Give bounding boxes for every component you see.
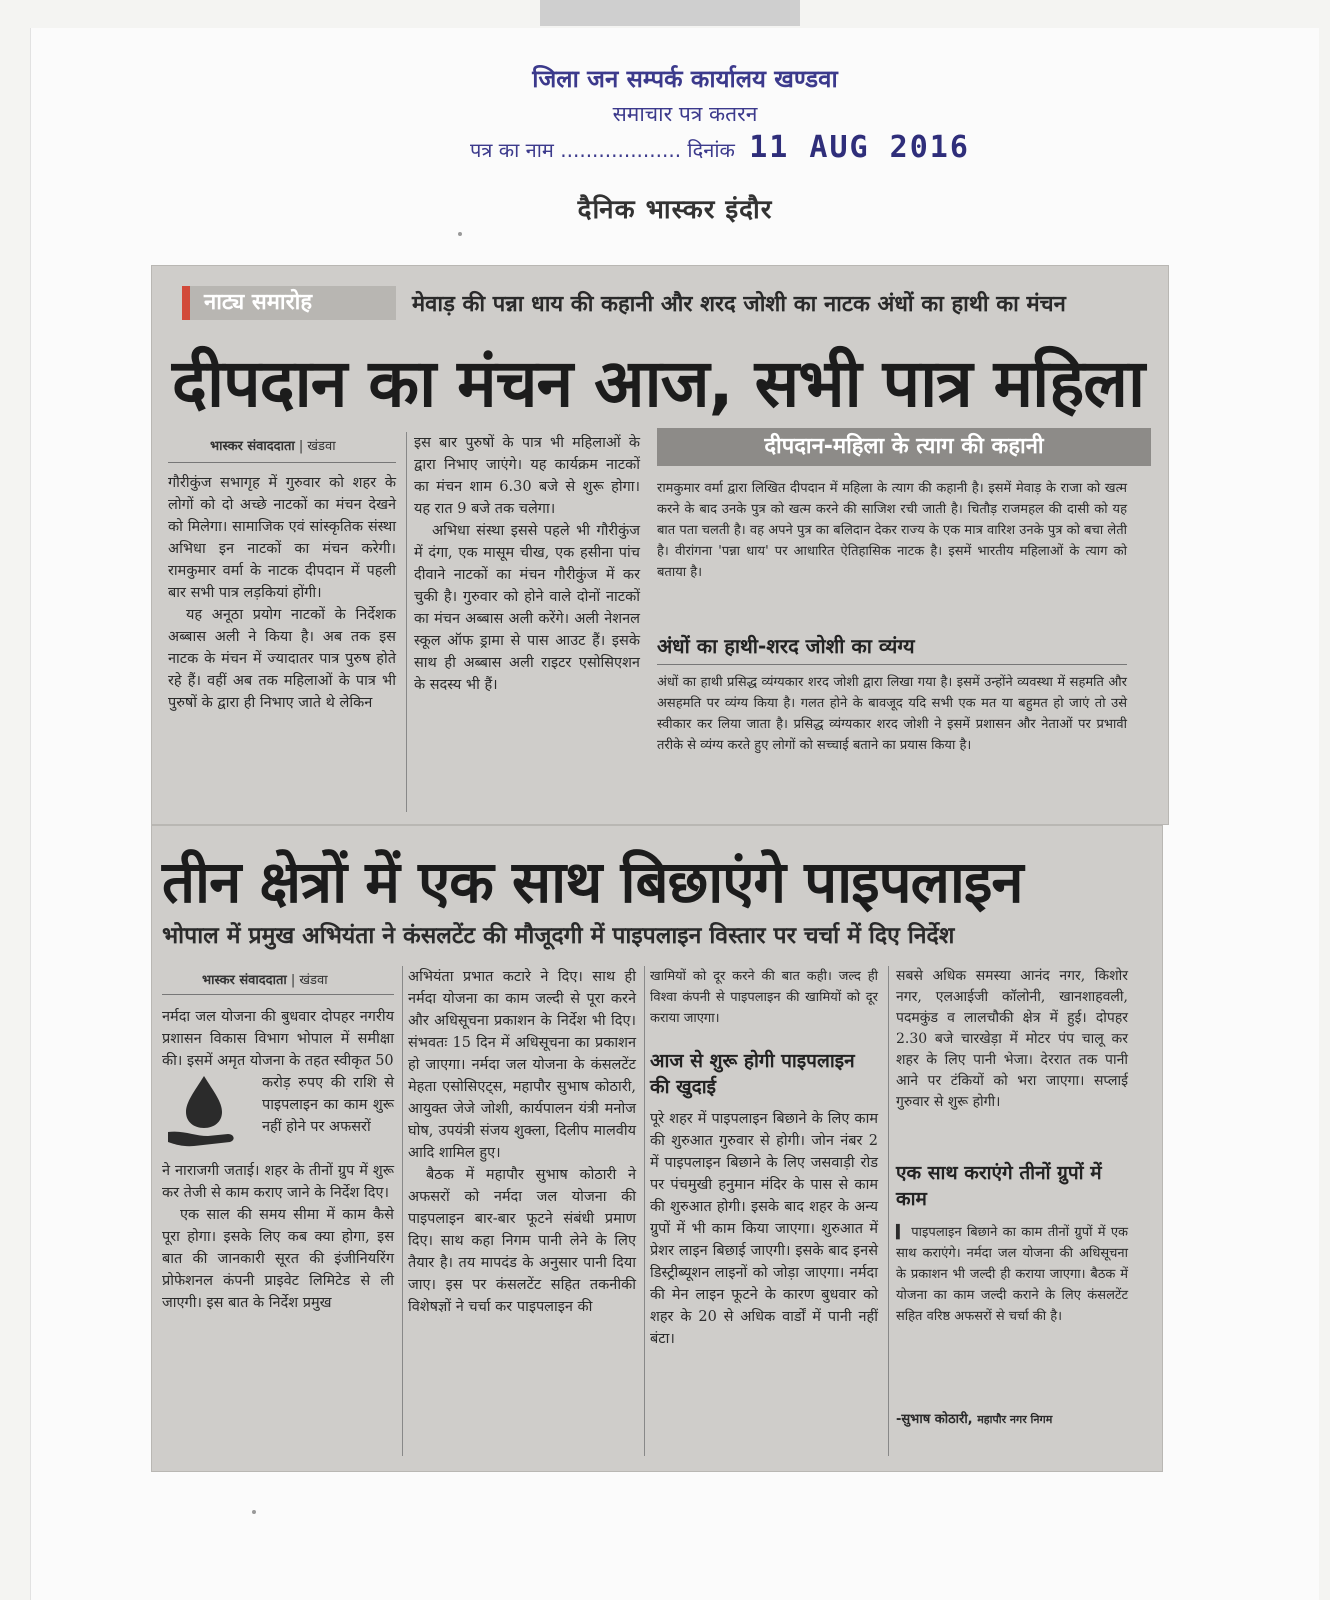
paper-name-label: पत्र का नाम [470,138,554,162]
box-title: दीपदान-महिला के त्याग की कहानी [657,428,1151,466]
article-column-3-top: खामियों को दूर करने की बात कही। जल्द ही विश्वा कंपनी से पाइपलाइन की खामियों को दूर कराया जाएगा। [650,969,878,1026]
quote-title: महापौर नगर निगम [977,1413,1053,1426]
box2-text: अंधों का हाथी प्रसिद्ध व्यंग्यकार शरद जोशी द्वारा लिखा गया है। इसमें उन्होंने व्यवस्था में सहमति और असहमति पर व्यंग्य किया है। गलत होने के बावजूद यदि सभी एक मत या बहुमत हो जाएं तो उसे स्वीकार कर लिया जाता है। प्रसिद्ध व्यंग्यकार शरद जोशी ने इसमें प्रशासन और नेताओं पर प्रभावी तरीके से व्यंग्य करते हुए लोगों को सच्चाई बताने का प्रयास किया है। [657,675,1127,753]
byline-name: भास्कर संवाददाता [210,439,295,454]
paragraph: एक साल की समय सीमा में काम कैसे पूरा होगा। इसके लिए कब क्या होगा, इस बात की जानकारी सूरत की इंजीनियरिंग प्रोफेशनल कंपनी प्राइवेट लिमिटेड से ली जाएगी। इस बात के निर्देश प्रमुख [162,1207,394,1311]
byline-place: खंडवा [307,439,336,454]
scan-speck [252,1510,256,1514]
wrap-text: करोड़ रुपए की राशि से पाइपलाइन का काम शुरू नहीं होने पर अफसरों [262,1075,394,1135]
clipping-pipeline [152,826,1162,1471]
subhead: आज से शुरू होगी पाइपलाइन की खुदाई [650,1050,855,1098]
paragraph: इस बार पुरुषों के पात्र भी महिलाओं के द्वारा निभाए जाएंगे। यह कार्यक्रम नाटकों का मंचन शाम 6.30 बजे से शुरू होगा। यह रात 9 बजे तक चलेगा। [414,435,640,517]
article-column-4: सबसे अधिक समस्या आनंद नगर, किशोर नगर, एलआईजी कॉलोनी, खानशाहवली, पदमकुंड व लालचौकी क्षेत्र में हुई। दोपहर 2.30 बजे चारखेड़ा में मोटर पंप चालू कर शहर के लिए पानी भेजा। देररात तक पानी आने पर टंकियों को भरा जाएगा। सप्लाई गुरुवार से शुरू होगी। [896,968,1128,1110]
scanner-edge [540,0,800,26]
column-divider [644,966,645,1456]
headline: तीन क्षेत्रों में एक साथ बिछाएंगे पाइपलाइन [162,848,1023,916]
paragraph: ने नाराजगी जताई। शहर के तीनों ग्रुप में शुरू कर तेजी से काम कराए जाने के निर्देश दिए। [162,1163,394,1201]
kicker-label: नाट्य समारोह [182,286,396,320]
stamp-office: जिला जन सम्पर्क कार्यालय खण्डवा [532,65,838,93]
headline: दीपदान का मंचन आज, सभी पात्र महिला [172,345,1145,422]
date-label: दिनांक [687,138,735,162]
quote-name: -सुभाष कोठारी, [896,1412,973,1427]
byline-rule [162,994,394,995]
byline: भास्कर संवाददाता | खंडवा [210,439,336,454]
quote-marker-icon: ▍ [896,1225,906,1240]
quote-text: पाइपलाइन बिछाने का काम तीनों ग्रुपों में एक साथ कराएंगे। नर्मदा जल योजना की अधिसूचना के प्रकाशन भी जल्दी ही कराया जाएगा। बैठक में योजना का काम जल्दी कराने के लिए कंसलटेंट सहित वरिष्ठ अफसरों से चर्चा की है। [896,1225,1128,1324]
paragraph: नर्मदा जल योजना की बुधवार दोपहर नगरीय प्रशासन विकास विभाग भोपाल में समीक्षा की। इसमें अमृत योजना के तहत स्वीकृत 50 [162,1009,394,1069]
byline-rule [168,462,396,463]
clipping-deepdan [152,266,1168,824]
stamp-row [470,130,970,165]
column-divider [402,966,403,1456]
paragraph: अभियंता प्रभात कटारे ने दिए। साथ ही नर्मदा योजना का काम जल्दी से पूरा करने और अधिसूचना प्रकाशन के निर्देश भी दिए। संभवतः 15 दिन में अधिसूचना का प्रकाशन हो जाएगा। नर्मदा जल योजना के कंसलटेंट मेहता एसोसिएट्स, महापौर सुभाष कोठारी, आयुक्त जेजे जोशी, कार्यपालन यंत्री मनोज घोष, उपयंत्री संजय शुक्ला, दिलीप मालवीय आदि शामिल हुए। [408,969,636,1161]
subhead: एक साथ कराएंगे तीनों ग्रुपों में काम [896,1162,1102,1210]
deck: भोपाल में प्रमुख अभियंता ने कंसलटेंट की मौजूदगी में पाइपलाइन विस्तार पर चर्चा में दिए निर्देश [162,923,955,949]
paragraph: अभिधा संस्था इससे पहले भी गौरीकुंज में दंगा, एक मासूम चीख, एक हसीना पांच दीवाने नाटकों का मंचन गौरीकुंज में कर चुकी है। गुरुवार को होने वाले दोनों नाटकों का मंचन अब्बास अली करेंगे। अली नेशनल स्कूल ऑफ ड्रामा से पास आउट हैं। इसके साथ ही अब्बास अली राइटर एसोसिएशन के सदस्य भी हैं। [414,523,640,693]
byline: भास्कर संवाददाता | खंडवा [202,973,328,988]
article-column-3: पूरे शहर में पाइपलाइन बिछाने के लिए काम की शुरुआत गुरुवार से होगी। जोन नंबर 2 में पाइपलाइन बिछाने के लिए जसवाड़ी रोड पर पंचमुखी हनुमान मंदिर के पास से काम की शुरुआत होगी। इसके बाद शहर के अन्य ग्रुपों में भी काम किया जाएगा। शुरुआत में प्रेशर लाइन बिछाई जाएगी। इसके बाद इनसे डिस्ट्रीब्यूशन लाइनों को जोड़ा जाएगा। नर्मदा की मेन लाइन फूटने के कारण बुधवार को शहर के 20 से अधिक वार्डों में पानी नहीं बंटा। [650,1111,878,1347]
water-drop-hand-icon [164,1070,244,1150]
box2-rule [657,664,1127,665]
box2-title: अंधों का हाथी-शरद जोशी का व्यंग्य [657,634,915,658]
mayor-quote [896,1222,1128,1327]
column-divider [406,432,407,812]
article-column-2 [414,432,640,696]
byline-name: भास्कर संवाददाता [202,973,287,988]
column-divider [888,966,889,1456]
quote-attribution [896,1408,1128,1431]
article-column-1 [168,472,396,714]
stamp-clipping-label: समाचार पत्र कतरन [612,102,758,126]
box-text: रामकुमार वर्मा द्वारा लिखित दीपदान में महिला के त्याग की कहानी है। इसमें मेवाड़ के राजा को खत्म करने के बाद उनके पुत्र को खत्म करने की साजिश रची जाती है। चितौड़ राजमहल की दासी को यह बात पता चलती है। वह अपने पुत्र का बलिदान देकर राज्य के एक मात्र वारिश उनके पुत्र को बचा लेती है। वीरांगना 'पन्ना धाय' पर आधारित ऐतिहासिक नाटक है। इसमें भारतीय महिलाओं के त्याग को बताया है। [657,481,1127,580]
byline-place: खंडवा [299,973,328,988]
paper-name-dots: ................... [560,138,682,162]
newspaper-name: दैनिक भास्कर इंदौर [577,195,773,225]
paragraph: गौरीकुंज सभागृह में गुरुवार को शहर के लोगों को दो अच्छे नाटकों का मंचन देखने को मिलेगा। सामाजिक एवं सांस्कृतिक संस्था अभिधा इन नाटकों का मंचन करेगी। रामकुमार वर्मा के नाटक दीपदान में पहली बार सभी पात्र लड़कियां होंगी। [168,475,396,601]
article-column-1-cont [162,1160,394,1314]
scan-speck [458,232,462,236]
date-value: 11 AUG 2016 [749,130,970,165]
paragraph: बैठक में महापौर सुभाष कोठारी ने अफसरों को नर्मदा जल योजना की पाइपलाइन बार-बार फूटने संबंधी प्रमाण दिए। साथ कहा निगम पानी लेने के लिए तैयार है। तय मापदंड के अनुसार पानी दिया जाए। इस पर कंसलटेंट सहित तकनीकी विशेषज्ञों ने चर्चा कर पाइपलाइन की [408,1167,636,1315]
article-column-1 [162,1006,394,1072]
article-column-2 [408,966,636,1318]
paragraph: यह अनूठा प्रयोग नाटकों के निर्देशक अब्बास अली ने किया है। अब तक इस नाटक के मंचन में ज्यादातर पात्र पुरुष होते रहे हैं। वहीं अब तक महिलाओं के पात्र भी पुरुषों के द्वारा ही निभाए जाते थे लेकिन [168,607,396,711]
kicker-deck: मेवाड़ की पन्ना धाय की कहानी और शरद जोशी का नाटक अंधों का हाथी का मंचन [412,292,1066,317]
